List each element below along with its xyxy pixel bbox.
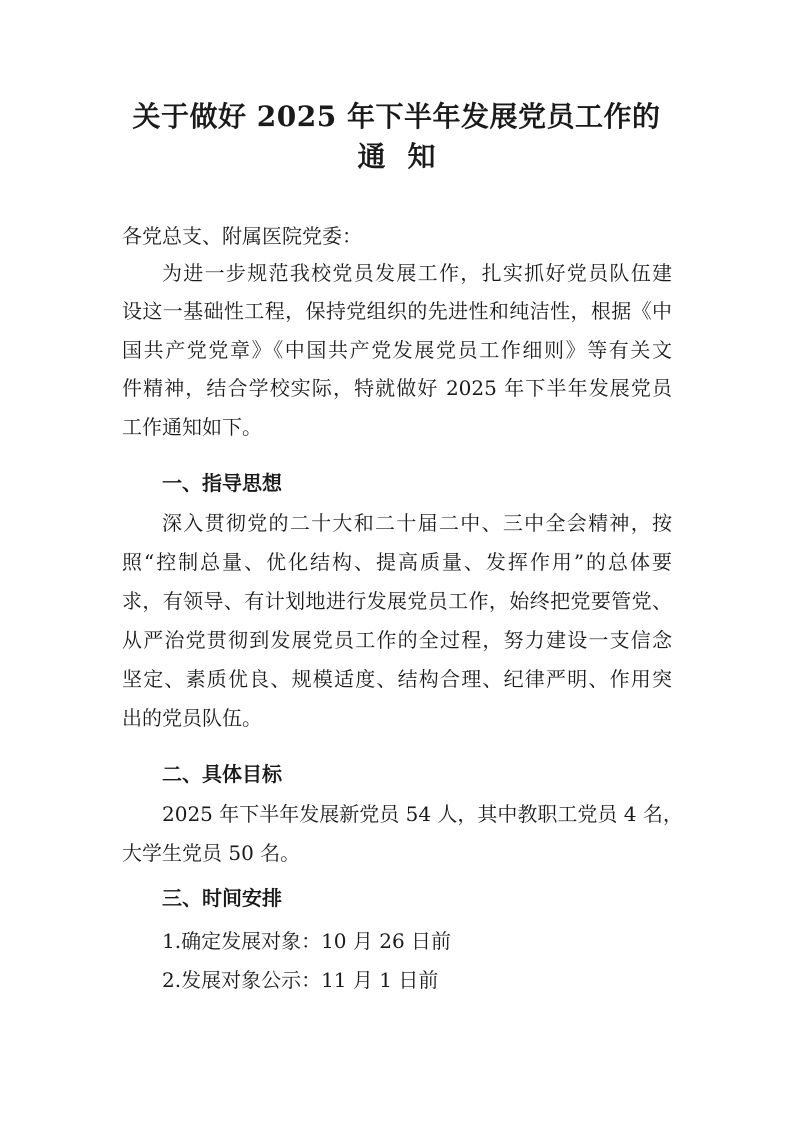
schedule-item: 2.发展对象公示：11 月 1 日前 bbox=[162, 968, 439, 992]
section2-paragraph-line: 大学生党员 50 名。 bbox=[122, 841, 301, 865]
intro-paragraph-line: 国共产党党章》《中国共产党发展党员工作细则》等有关文 bbox=[122, 338, 672, 362]
section1-paragraph-line: 求，有领导、有计划地进行发展党员工作，始终把党要管党、 bbox=[122, 589, 672, 613]
section1-paragraph-line: 坚定、素质优良、规模适度、结构合理、纪律严明、作用突 bbox=[122, 667, 672, 691]
intro-paragraph-line: 件精神，结合学校实际，特就做好 2025 年下半年发展党员 bbox=[122, 376, 672, 400]
document-title-notice: 通知 bbox=[357, 140, 458, 173]
intro-paragraph-line: 为进一步规范我校党员发展工作，扎实抓好党员队伍建 bbox=[162, 261, 672, 285]
section1-paragraph-line: 照“控制总量、优化结构、提高质量、发挥作用”的总体要 bbox=[122, 550, 672, 574]
section2-paragraph-line: 2025 年下半年发展新党员 54 人，其中教职工党员 4 名， bbox=[162, 802, 683, 826]
section-heading-specific-goals: 二、具体目标 bbox=[162, 762, 282, 786]
section-heading-schedule: 三、时间安排 bbox=[162, 886, 282, 910]
section1-paragraph-line: 深入贯彻党的二十大和二十届二中、三中全会精神，按 bbox=[162, 511, 672, 535]
section1-paragraph-line: 从严治党贯彻到发展党员工作的全过程，努力建设一支信念 bbox=[122, 628, 672, 652]
section-heading-guiding-ideology: 一、指导思想 bbox=[162, 471, 282, 495]
intro-paragraph-line: 工作通知如下。 bbox=[122, 415, 262, 439]
section1-paragraph-line: 出的党员队伍。 bbox=[122, 706, 262, 730]
salutation: 各党总支、附属医院党委： bbox=[122, 224, 362, 248]
document-title: 关于做好 2025 年下半年发展党员工作的 bbox=[132, 100, 661, 133]
schedule-item: 1.确定发展对象：10 月 26 日前 bbox=[162, 929, 452, 953]
intro-paragraph-line: 设这一基础性工程，保持党组织的先进性和纯洁性，根据《中 bbox=[122, 299, 672, 323]
